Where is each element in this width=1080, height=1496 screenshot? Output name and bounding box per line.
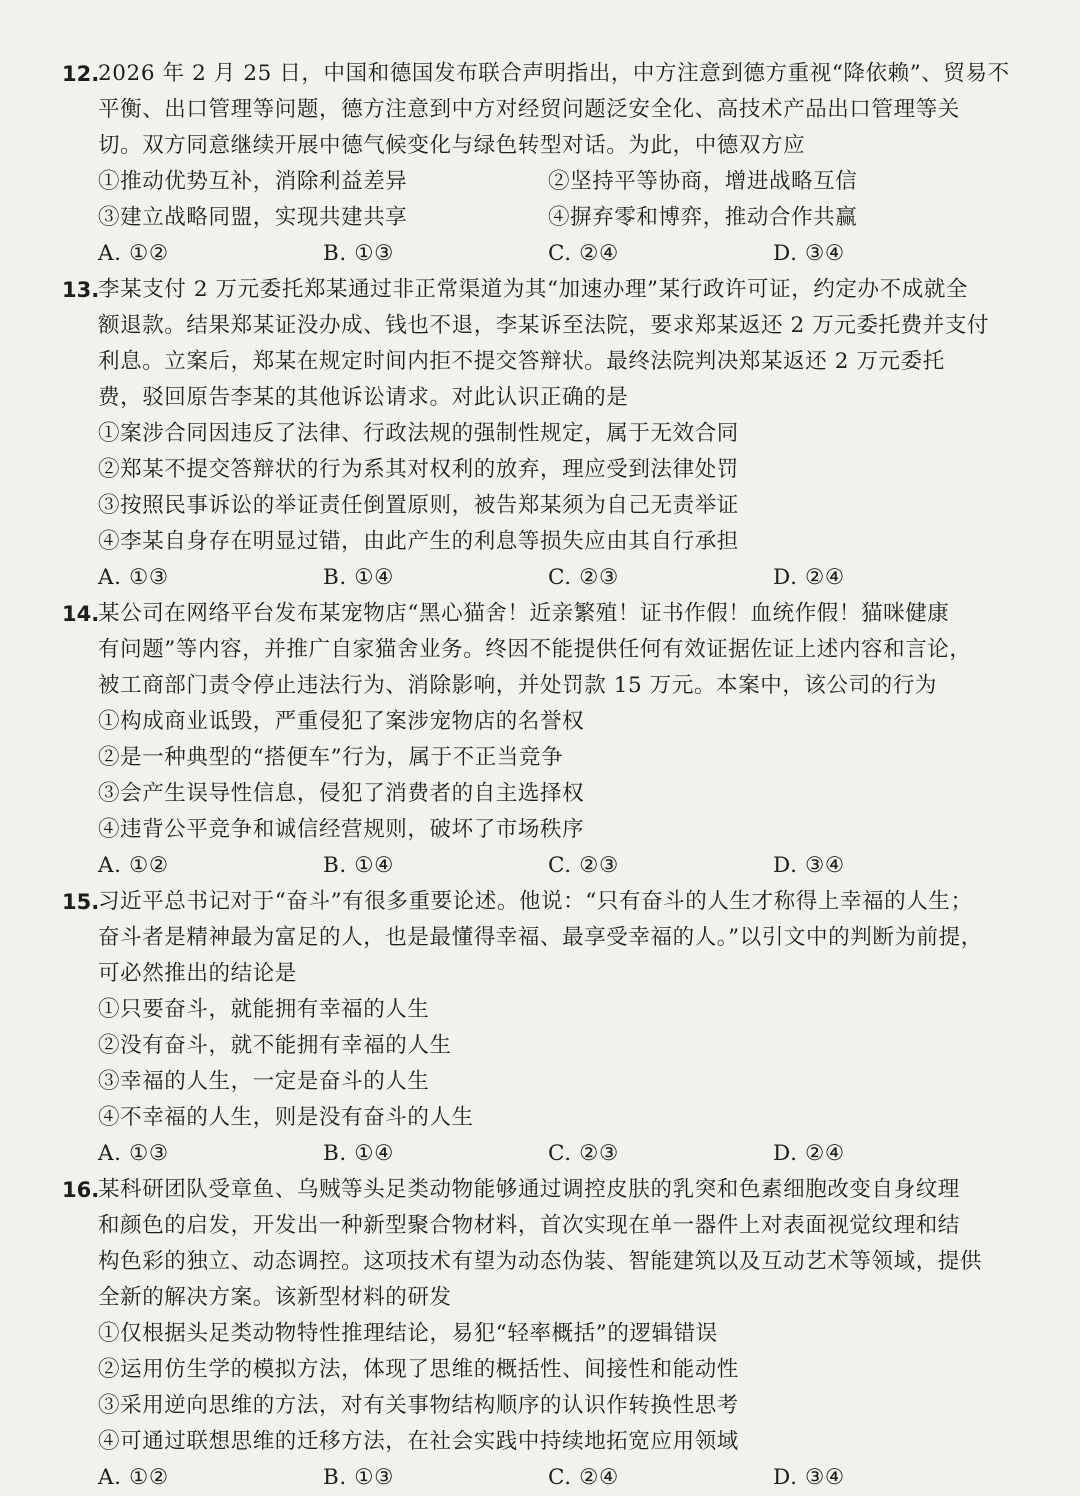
statement-option: ④违背公平竞争和诚信经营规则，破坏了市场秩序	[98, 817, 585, 842]
answer-choice-d[interactable]: D. ③④	[773, 241, 845, 266]
statement-option: ③建立战略同盟，实现共建共享	[98, 205, 408, 230]
answer-choice-c[interactable]: C. ②④	[548, 1465, 619, 1490]
statement-option: ①案涉合同因违反了法律、行政法规的强制性规定，属于无效合同	[98, 421, 739, 446]
question-12	[62, 56, 1024, 272]
question-number: 13.	[62, 278, 100, 302]
stem-line: 有问题”等内容，并推广自家猫舍业务。终因不能提供任何有效证据佐证上述内容和言论，	[98, 637, 972, 662]
statement-option: ①仅根据头足类动物特性推理结论，易犯“轻率概括”的逻辑错误	[98, 1321, 718, 1346]
answer-choices	[98, 560, 1024, 596]
answer-choice-b[interactable]: B. ①④	[323, 1141, 395, 1166]
question-13	[62, 272, 1024, 596]
stem-line: 和颜色的启发，开发出一种新型聚合物材料，首次实现在单一器件上对表面视觉纹理和结	[98, 1213, 960, 1238]
statement-option: ③幸福的人生，一定是奋斗的人生	[98, 1069, 430, 1094]
stem-line: 费，驳回原告李某的其他诉讼请求。对此认识正确的是	[98, 385, 629, 410]
answer-choice-a[interactable]: A. ①②	[98, 241, 169, 266]
stem-line: 切。双方同意继续开展中德气候变化与绿色转型对话。为此，中德双方应	[98, 133, 806, 158]
statement-option: ②没有奋斗，就不能拥有幸福的人生	[98, 1033, 452, 1058]
answer-choice-d[interactable]: D. ③④	[773, 1465, 845, 1490]
answer-choice-b[interactable]: B. ①④	[323, 853, 395, 878]
stem-line: 可必然推出的结论是	[98, 961, 297, 986]
answer-choice-a[interactable]: A. ①②	[98, 853, 169, 878]
statement-option: ②坚持平等协商，增进战略互信	[548, 169, 858, 194]
statement-option: ④不幸福的人生，则是没有奋斗的人生	[98, 1105, 474, 1130]
stem-line: 习近平总书记对于“奋斗”有很多重要论述。他说：“只有奋斗的人生才称得上幸福的人生；	[98, 889, 973, 914]
answer-choices	[98, 1460, 1024, 1496]
statement-option: ③采用逆向思维的方法，对有关事物结构顺序的认识作转换性思考	[98, 1393, 739, 1418]
stem-line: 额退款。结果郑某证没办成、钱也不退，李某诉至法院，要求郑某返还 2 万元委托费并支付	[98, 313, 990, 338]
answer-choice-b[interactable]: B. ①④	[323, 565, 395, 590]
answer-choice-d[interactable]: D. ②④	[773, 1141, 845, 1166]
statement-option: ④李某自身存在明显过错，由此产生的利息等损失应由其自行承担	[98, 529, 739, 554]
answer-choice-c[interactable]: C. ②③	[548, 1141, 619, 1166]
answer-choice-a[interactable]: A. ①③	[98, 1141, 169, 1166]
answer-choices	[98, 848, 1024, 884]
statement-option: ④摒弃零和博弈，推动合作共赢	[548, 205, 858, 230]
answer-choice-a[interactable]: A. ①③	[98, 565, 169, 590]
question-number: 12.	[62, 62, 100, 86]
answer-choice-a[interactable]: A. ①②	[98, 1465, 169, 1490]
stem-line: 全新的解决方案。该新型材料的研发	[98, 1285, 452, 1310]
stem-line: 构色彩的独立、动态调控。这项技术有望为动态伪装、智能建筑以及互动艺术等领域，提供	[98, 1249, 983, 1274]
question-number: 15.	[62, 890, 100, 914]
answer-choice-d[interactable]: D. ③④	[773, 853, 845, 878]
stem-line: 被工商部门责令停止违法行为、消除影响，并处罚款 15 万元。本案中，该公司的行为	[98, 673, 938, 698]
stem-line: 2026 年 2 月 25 日，中国和德国发布联合声明指出，中方注意到德方重视“降依赖”、贸易不	[98, 61, 1010, 86]
stem-line: 利息。立案后，郑某在规定时间内拒不提交答辩状。最终法院判决郑某返还 2 万元委托	[98, 349, 945, 374]
statement-option: ②是一种典型的“搭便车”行为，属于不正当竞争	[98, 745, 564, 770]
answer-choice-b[interactable]: B. ①③	[323, 241, 395, 266]
statement-option: ②运用仿生学的模拟方法，体现了思维的概括性、间接性和能动性	[98, 1357, 739, 1382]
answer-choice-d[interactable]: D. ②④	[773, 565, 845, 590]
question-14	[62, 596, 1024, 884]
statement-option: ①只要奋斗，就能拥有幸福的人生	[98, 997, 430, 1022]
statement-options	[98, 164, 1024, 236]
stem-line: 平衡、出口管理等问题，德方注意到中方对经贸问题泛安全化、高技术产品出口管理等关	[98, 97, 960, 122]
question-15	[62, 884, 1024, 1172]
question-number: 14.	[62, 602, 100, 626]
stem-line: 李某支付 2 万元委托郑某通过非正常渠道为其“加速办理”某行政许可证，约定办不成就全	[98, 277, 969, 302]
question-16	[62, 1172, 1024, 1496]
answer-choice-b[interactable]: B. ①③	[323, 1465, 395, 1490]
answer-choices	[98, 1136, 1024, 1172]
statement-option: ①构成商业诋毁，严重侵犯了案涉宠物店的名誉权	[98, 709, 585, 734]
answer-choices	[98, 236, 1024, 272]
statement-option: ④可通过联想思维的迁移方法，在社会实践中持续地拓宽应用领域	[98, 1429, 739, 1454]
stem-line: 某公司在网络平台发布某宠物店“黑心猫舍！近亲繁殖！证书作假！血统作假！猫咪健康	[98, 601, 950, 626]
statement-option: ①推动优势互补，消除利益差异	[98, 169, 408, 194]
answer-choice-c[interactable]: C. ②③	[548, 853, 619, 878]
statement-option: ②郑某不提交答辩状的行为系其对权利的放弃，理应受到法律处罚	[98, 457, 739, 482]
question-number: 16.	[62, 1178, 100, 1202]
answer-choice-c[interactable]: C. ②③	[548, 565, 619, 590]
statement-option: ③会产生误导性信息，侵犯了消费者的自主选择权	[98, 781, 585, 806]
answer-choice-c[interactable]: C. ②④	[548, 241, 619, 266]
stem-line: 奋斗者是精神最为富足的人，也是最懂得幸福、最享受幸福的人。”以引文中的判断为前提，	[98, 925, 983, 950]
statement-option: ③按照民事诉讼的举证责任倒置原则，被告郑某须为自己无责举证	[98, 493, 739, 518]
stem-line: 某科研团队受章鱼、乌贼等头足类动物能够通过调控皮肤的乳突和色素细胞改变自身纹理	[98, 1177, 960, 1202]
